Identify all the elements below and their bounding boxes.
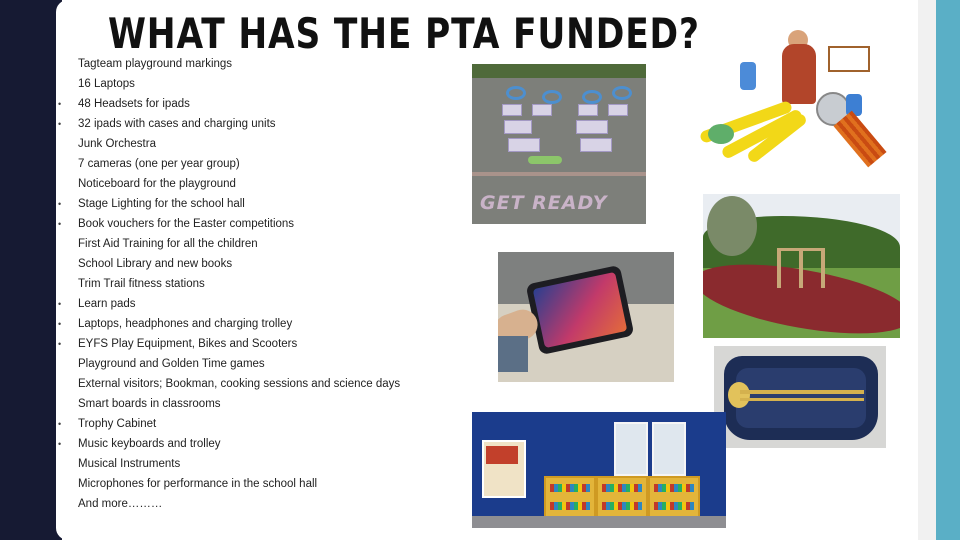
list-item (58, 194, 400, 214)
left-accent-bar (0, 0, 62, 540)
list-item (58, 294, 400, 314)
list-item (58, 174, 400, 194)
trim-trail-photo (703, 194, 900, 338)
list-item-text: EYFS Play Equipment, Bikes and Scooters (78, 338, 298, 350)
right-inner-strip (918, 0, 936, 540)
junk-orchestra-photo (682, 16, 918, 174)
list-item-text: Music keyboards and trolley (78, 438, 221, 450)
right-accent-bar (936, 0, 960, 540)
list-item (58, 214, 400, 234)
list-item (58, 274, 400, 294)
list-item-text: Microphones for performance in the school hall (78, 478, 318, 490)
list-item (58, 374, 400, 394)
list-item (58, 354, 400, 374)
bullet-icon: • (58, 439, 62, 449)
list-item-text: 7 cameras (one per year group) (78, 158, 240, 170)
school-library-photo (472, 412, 726, 528)
bullet-icon: • (58, 419, 62, 429)
list-item (58, 414, 400, 434)
list-item-text: School Library and new books (78, 258, 233, 270)
list-item (58, 434, 400, 454)
page-title: WHAT HAS THE PTA FUNDED? (108, 9, 700, 58)
funded-items-list (58, 54, 400, 514)
trombone-case-photo (714, 346, 886, 448)
bullet-icon: • (58, 219, 62, 229)
list-item-text: And more……… (78, 498, 163, 510)
list-item-text: Tagteam playground markings (78, 58, 233, 70)
list-item-text: 48 Headsets for ipads (78, 98, 190, 110)
bullet-icon: • (58, 99, 62, 109)
list-item-text: External visitors; Bookman, cooking sessions and science days (78, 378, 401, 390)
list-item-text: 16 Laptops (78, 78, 135, 90)
list-item-text: Noticeboard for the playground (78, 178, 236, 190)
get-ready-marking: GET READY (480, 192, 608, 214)
bullet-icon: • (58, 299, 62, 309)
list-item (58, 254, 400, 274)
list-item (58, 74, 400, 94)
playground-markings-photo (472, 64, 646, 224)
list-item-text: Musical Instruments (78, 458, 181, 470)
list-item (58, 134, 400, 154)
list-item-text: Book vouchers for the Easter competitions (78, 218, 295, 230)
list-item (58, 314, 400, 334)
list-item (58, 234, 400, 254)
list-item-text: Junk Orchestra (78, 138, 156, 150)
list-item-text: Stage Lighting for the school hall (78, 198, 245, 210)
bullet-icon: • (58, 319, 62, 329)
list-item-text: Trophy Cabinet (78, 418, 157, 430)
bullet-icon: • (58, 199, 62, 209)
list-item-text: Laptops, headphones and charging trolley (78, 318, 293, 330)
ipad-photo (498, 252, 674, 382)
list-item (58, 94, 400, 114)
list-item (58, 454, 400, 474)
list-item (58, 474, 400, 494)
bullet-icon: • (58, 119, 62, 129)
list-item-text: Playground and Golden Time games (78, 358, 265, 370)
list-item-text: Smart boards in classrooms (78, 398, 221, 410)
list-item (58, 154, 400, 174)
bullet-icon: • (58, 339, 62, 349)
list-item (58, 114, 400, 134)
list-item-text: Learn pads (78, 298, 136, 310)
list-item (58, 394, 400, 414)
list-item-text: Trim Trail fitness stations (78, 278, 205, 290)
list-item-text: 32 ipads with cases and charging units (78, 118, 276, 130)
list-item (58, 494, 400, 514)
list-item (58, 334, 400, 354)
list-item-text: First Aid Training for all the children (78, 238, 258, 250)
